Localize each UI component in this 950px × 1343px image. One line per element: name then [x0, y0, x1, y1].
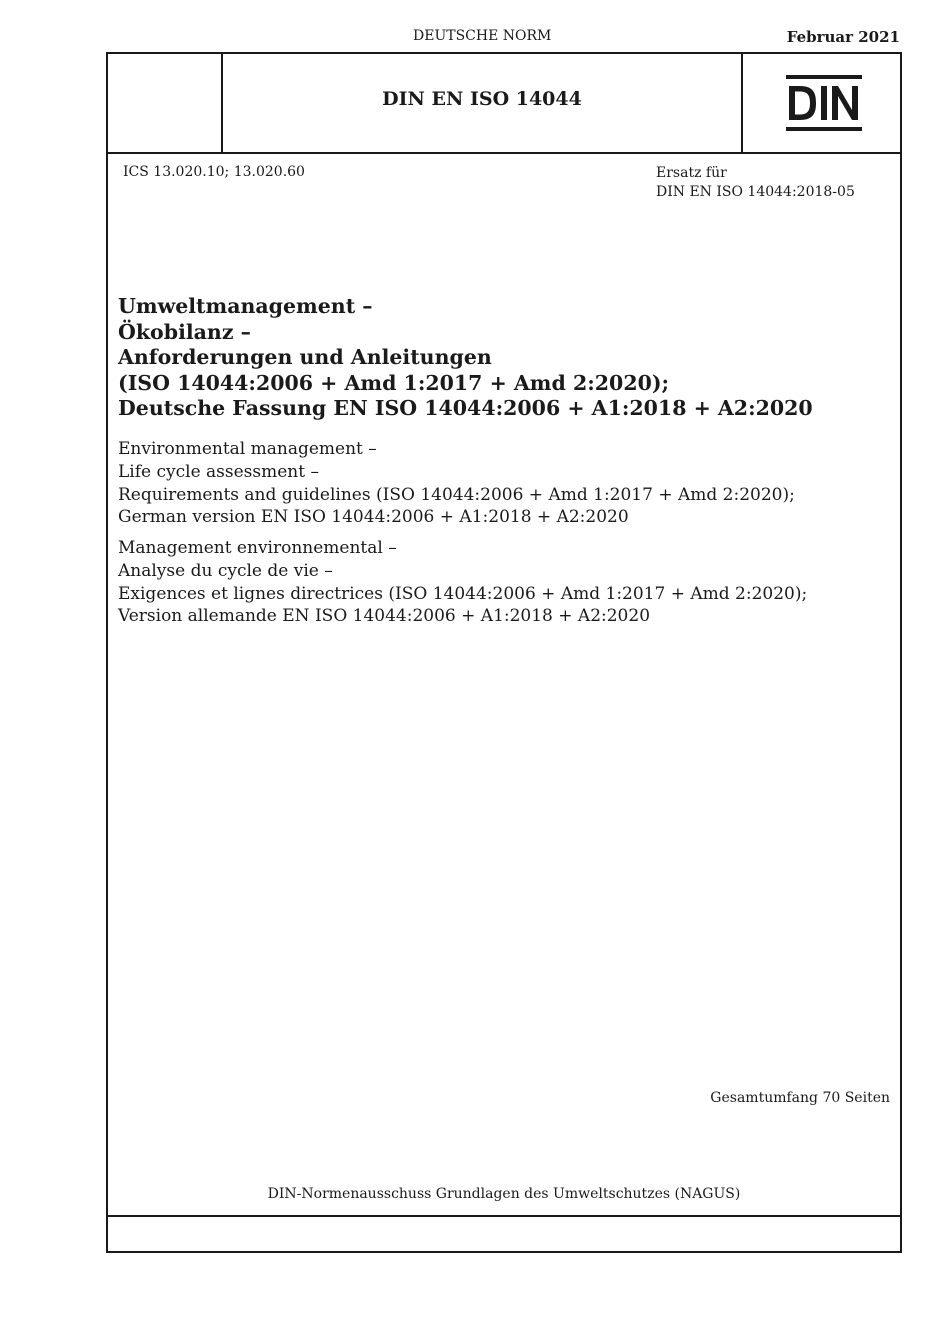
title-german — [118, 294, 813, 422]
replaces-info — [656, 164, 855, 202]
din-logo-graphic — [786, 75, 862, 131]
title-german-line: Deutsche Fassung EN ISO 14044:2006 + A1:2018 + A2:2020 — [118, 396, 813, 420]
header-divider-right — [741, 54, 743, 152]
title-english-line: Life cycle assessment – — [118, 461, 319, 482]
title-french-line: Version allemande EN ISO 14044:2006 + A1:2018 + A2:2020 — [118, 606, 651, 627]
replaces-label: Ersatz für — [656, 165, 727, 181]
title-french — [118, 537, 807, 628]
title-english — [118, 438, 795, 529]
din-logo — [786, 75, 862, 135]
title-german-line: (ISO 14044:2006 + Amd 1:2017 + Amd 2:2020); — [118, 370, 670, 395]
document-number: DIN EN ISO 14044 — [382, 88, 582, 110]
title-english-line: Requirements and guidelines (ISO 14044:2006 + Amd 1:2017 + Amd 2:2020); — [118, 484, 795, 505]
document-type-label: DEUTSCHE NORM — [413, 28, 552, 44]
document-frame — [106, 52, 902, 1253]
title-german-line: Umweltmanagement – — [118, 294, 373, 318]
ics-classification: ICS 13.020.10; 13.020.60 — [123, 164, 305, 180]
total-pages: Gesamtumfang 70 Seiten — [710, 1090, 890, 1106]
title-french-line: Management environnemental – — [118, 538, 397, 558]
committee-name: DIN-Normenausschuss Grundlagen des Umweltschutzes (NAGUS) — [267, 1186, 741, 1202]
title-german-line: Anforderungen und Anleitungen — [118, 345, 492, 369]
title-french-line: Analyse du cycle de vie – — [118, 560, 333, 581]
title-english-line: Environmental management – — [118, 439, 377, 459]
title-french-line: Exigences et lignes directrices (ISO 14044:2006 + Amd 1:2017 + Amd 2:2020); — [118, 583, 808, 604]
replaces-document: DIN EN ISO 14044:2018-05 — [656, 184, 855, 200]
header-row — [108, 54, 900, 154]
publication-date: Februar 2021 — [786, 28, 900, 46]
title-german-line: Ökobilanz – — [118, 319, 251, 344]
footer-divider — [108, 1215, 900, 1217]
title-english-line: German version EN ISO 14044:2006 + A1:2018 + A2:2020 — [118, 507, 629, 528]
